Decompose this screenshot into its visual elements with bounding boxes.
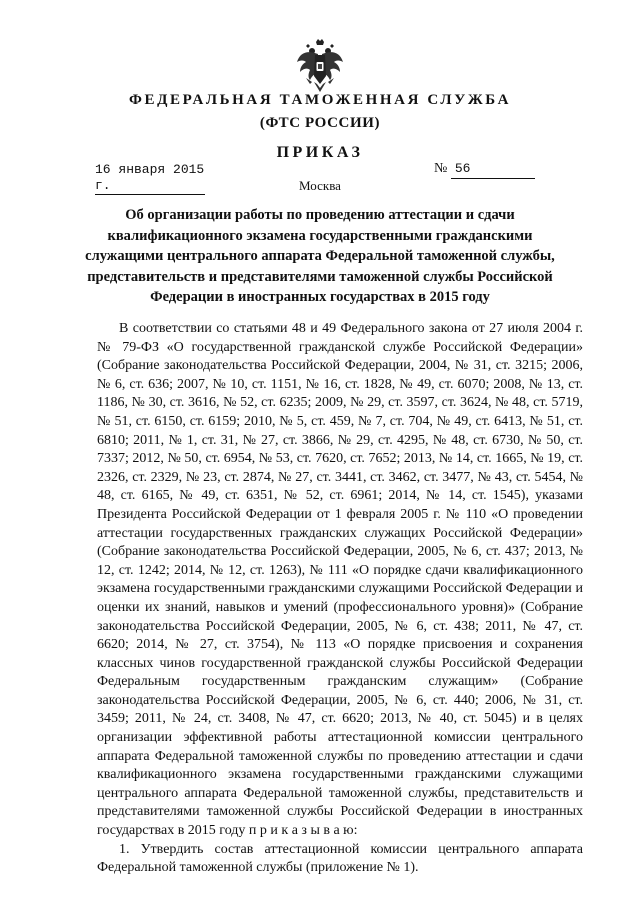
coat-of-arms-emblem	[296, 38, 344, 94]
agency-name: ФЕДЕРАЛЬНАЯ ТАМОЖЕННАЯ СЛУЖБА	[128, 92, 512, 108]
document-body	[97, 320, 583, 878]
item-1-paragraph: 1. Утвердить состав аттестационной комиссии центрального аппарата Федеральной таможенной службы (приложение № 1).	[97, 841, 583, 876]
number-sign: №	[434, 161, 448, 176]
preamble-paragraph: В соответствии со статьями 48 и 49 Федерального закона от 27 июля 2004 г. № 79-ФЗ «О государственной гражданской службе Российской Федерации» (Собрание законодательства Российской Федерации, 2004, № 31, ст. 3215; 2006, № 6, ст. 636; 2007, № 10, ст. 1151, № 16, ст. 1828, № 49, ст. 6070; 2008, № 13, ст. 1186, № 30, ст. 3616, № 52, ст. 6235; 2009, № 29, ст. 3597, ст. 3624, № 48, ст. 5719, № 51, ст. 6150, ст. 6159; 2010, № 5, ст. 459, № 7, ст. 704, № 49, ст. 6413, № 51, ст. 6810; 2011, № 1, ст. 31, № 27, ст. 3866, № 29, ст. 4295, № 48, ст. 6730, № 50, ст. 7337; 2012, № 50, ст. 6954, № 53, ст. 7620, ст. 7652; 2013, № 14, ст. 1665, № 19, ст. 2326, ст. 2329, № 23, ст. 2874, № 27, ст. 3441, ст. 3462, ст. 3477, № 43, ст. 5454, № 48, ст. 6165, № 49, ст. 6351, № 52, ст. 6961; 2014, № 14, ст. 1545), указами Президента Российской Федерации от 1 февраля 2005 г. № 110 «О проведении аттестации государственных гражданских служащих Российской Федерации» (Собрание законодательства Российской Федерации, 2005, № 6, ст. 437; 2013, № 12, ст. 1242; 2014, № 12, ст. 1263), № 111 «О порядке сдачи квалификационного экзамена государственными гражданскими служащими Российской Федерации и оценки их знаний, навыков и умений (профессионального уровня)» (Собрание законодательства Российской Федерации, 2005, № 6, ст. 438; 2011, № 47, ст. 6620; 2014, № 27, ст. 3754), № 113 «О порядке присвоения и сохранения классных чинов государственной гражданской службы Российской Федерации Федеральным государственным гражданским служащим» (Собрание законодательства Российской Федерации, 2005, № 6, ст. 440; 2006, № 31, ст. 3459; 2011, № 24, ст. 3408, № 47, ст. 6620; 2013, № 40, ст. 5045) и в целях организации эффективной работы аттестационной комиссии центрального аппарата Федеральной таможенной службы по проведению аттестации и сдачи квалификационного экзамена государственными гражданскими служащими центрального аппарата Федеральной таможенной службы, представительств и представителями таможенной службы Российской Федерации в иностранных государствах в 2015 году п р и к а з ы в а ю:	[97, 321, 583, 839]
document-title: Об организации работы по проведению аттестации и сдачи квалификационного экзамена государственными гражданскими служащими центрального аппарата Федеральной таможенной службы, представительств и представителями таможенной службы Российской Федерации в иностранных государствах в 2015 году	[85, 207, 555, 305]
order-number: 56	[451, 160, 535, 179]
agency-abbreviation: (ФТС РОССИИ)	[259, 115, 381, 131]
city: Москва	[299, 178, 341, 193]
order-date: 16 января 2015 г.	[95, 162, 205, 193]
order-number-field	[434, 160, 535, 179]
document-type: ПРИКАЗ	[276, 144, 364, 161]
